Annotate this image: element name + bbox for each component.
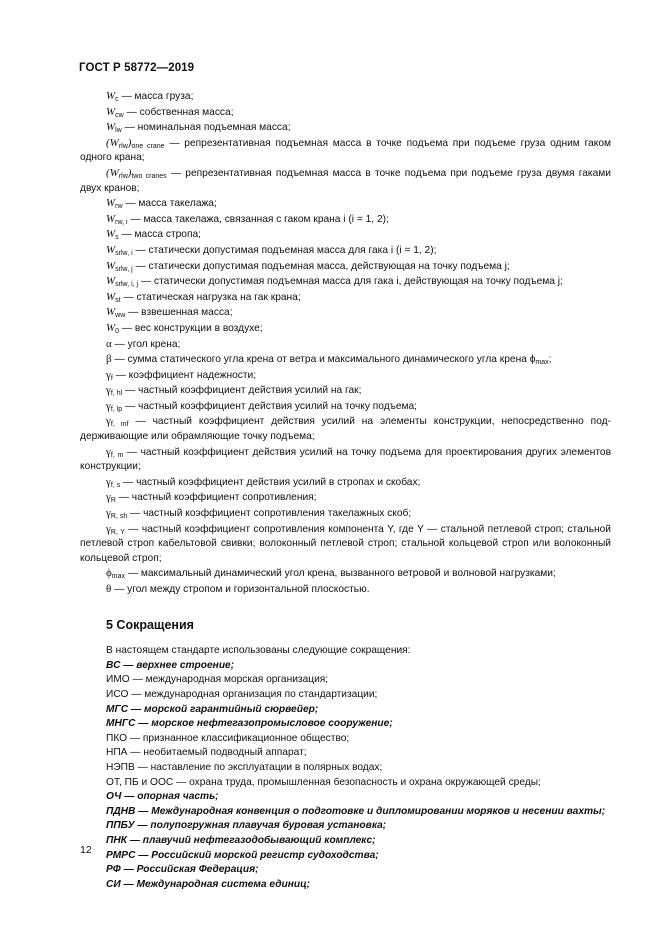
symbol-text-end: ; (548, 354, 552, 366)
symbol-text: — взвешенная масса; (125, 307, 233, 319)
page-number: 12 (80, 844, 92, 856)
text-subscript: max (535, 359, 549, 367)
abbreviation-item: ПКО — признанное классификационное общество; (106, 732, 350, 744)
symbol-text: — масса стропа; (118, 229, 201, 241)
greek-symbol: γ (106, 384, 111, 397)
symbol-text: — репрезентативная подъемная масса в точке подъема при подъеме груза одним гаком одного крана; (80, 137, 611, 164)
symbol-definition (80, 120, 611, 136)
symbol-definition (80, 368, 611, 384)
symbol-subscript: ww (115, 312, 126, 320)
symbol-definition (80, 506, 611, 522)
symbol-subscript: rw, i (115, 218, 128, 226)
abbreviation-item: ПДНВ — Международная конвенция о подготовке и дипломировании моряков и несении вахты; (106, 805, 606, 817)
symbol: (W (106, 136, 119, 149)
symbol: W (106, 197, 116, 210)
symbol-text: — частный коэффициент действия усилий на точку подъема; (122, 400, 417, 412)
symbol-text: — статическая нагрузка на гак крана; (120, 291, 301, 303)
symbol-subscript: max (111, 573, 126, 581)
symbol-subscript-2: one crane (131, 142, 165, 150)
symbol-text: — угол между стропом и горизонтальной плоскостью. (111, 584, 370, 595)
symbol-definition (80, 337, 611, 353)
symbol-subscript: f, s (110, 481, 121, 489)
symbol-text: — номинальная подъемная масса; (121, 122, 291, 134)
symbol-text: — частный коэффициент сопротивления компонента Y, где Y — стальной петлевой строп; стальной петлевой строп кабельтовой свивки; волоконный петлевой строп; стальной кольцевой строп или волоконный кольцевой строп; (80, 523, 611, 564)
symbol-text: — сумма статического угла крена от ветра и максимального динамического угла крена ϕ (111, 354, 536, 366)
symbol: W (106, 290, 116, 303)
symbol-subscript: rlw (118, 142, 128, 150)
abbreviations-list (80, 659, 611, 893)
abbreviation-item: ПНК — плавучий нефтегазодобывающий комплекс; (106, 834, 376, 846)
symbol-definition (80, 582, 611, 598)
abbreviation-item: НПА — необитаемый подводный аппарат; (106, 747, 307, 759)
greek-symbol: γ (106, 475, 111, 488)
greek-symbol: γ (106, 507, 111, 520)
symbol-text: — репрезентативная подъемная масса в точке подъема при подъеме груза двумя гаками двух кранов; (80, 167, 611, 194)
symbol-definition (80, 566, 611, 582)
abbreviation-item: ВС — верхнее строение; (106, 659, 235, 671)
symbol-text: — собственная масса; (123, 106, 234, 118)
abbreviation-item: РМРС — Российский морской регистр судоходства; (106, 849, 379, 861)
abbreviation-item: ИСО — международная организация по стандартизации; (106, 688, 378, 700)
symbol-text: — коэффициент надежности; (112, 369, 257, 381)
symbol-subscript: rw (115, 203, 123, 211)
greek-symbol: β (106, 353, 112, 366)
symbol-subscript: srlw, j (115, 265, 133, 273)
greek-symbol: γ (106, 368, 111, 381)
symbol-definition (80, 166, 611, 196)
symbol-subscript: c (115, 96, 119, 103)
section-intro: В настоящем стандарте использованы следующие сокращения: (106, 645, 411, 657)
symbol-definition (80, 89, 611, 105)
symbol-text: — угол крена; (111, 338, 181, 350)
symbol-definition (80, 522, 611, 567)
symbol-text: — статически допустимая подъемная масса для гака i (i = 1, 2); (132, 244, 437, 256)
symbol-text: — масса такелажа; (122, 198, 217, 210)
symbol: W (106, 243, 116, 256)
symbol: W (106, 275, 116, 288)
symbol-subscript: rlw (118, 172, 128, 180)
symbol-text: — частный коэффициент сопротивления; (115, 492, 317, 504)
abbreviation-item: СИ — Международная система единиц; (106, 878, 311, 890)
greek-symbol: γ (106, 399, 111, 412)
symbol-subscript: 0 (115, 327, 120, 335)
abbreviation-item: РФ — Российская Федерация; (106, 864, 259, 876)
symbol-subscript: f, mf (110, 421, 129, 429)
symbol-definition (80, 490, 611, 506)
symbol-text: — статически допустимая подъемная масса для гака i, действующая на точку подъема j; (138, 276, 563, 288)
symbol-definition (80, 445, 611, 475)
symbol-text: — масса такелажа, связанная с гаком крана i (i = 1, 2); (127, 213, 389, 225)
abbreviation-item: МГС — морской гарантийный сюрвейер; (106, 703, 319, 715)
symbol-subscript: f (110, 374, 113, 382)
abbreviation-item: ОЧ — опорная часть; (106, 791, 219, 803)
symbol-definition (80, 105, 611, 121)
symbol-text: — частный коэффициент действия усилий на точку подъема для проектирования других элементов конструкции; (80, 446, 611, 473)
symbol: W (106, 228, 116, 241)
symbol-definition (80, 475, 611, 491)
symbol-subscript: f, hl (110, 390, 123, 398)
abbreviation-item: ОТ, ПБ и ООС — охрана труда, промышленная безопасность и охрана окружающей среды; (106, 776, 541, 788)
symbol: (W (106, 166, 119, 179)
abbreviation-item: ИМО — международная морская организация; (106, 674, 329, 686)
greek-symbol: γ (106, 415, 111, 428)
symbol-text: — масса груза; (118, 91, 194, 102)
symbol-subscript: cw (115, 111, 124, 119)
symbol-subscript: f, lp (110, 405, 123, 413)
symbol-subscript-2: two cranes (131, 172, 167, 180)
symbol-definition (80, 321, 611, 337)
symbol-text: — максимальный динамический угол крена, вызванного ветровой и волновой нагрузками; (125, 568, 556, 580)
symbol: W (106, 105, 116, 118)
abbreviation-item: НЭПВ — наставление по эксплуатации в полярных водах; (106, 761, 383, 773)
section-title: 5 Сокращения (106, 617, 194, 632)
symbol-definition (80, 196, 611, 212)
symbol-subscript: lw (115, 127, 122, 135)
symbol-text: — статически допустимая подъемная масса, действующая на точку подъема j; (132, 260, 510, 272)
symbol-definition (80, 399, 611, 415)
symbol-definition (80, 305, 611, 321)
symbols-list (80, 89, 611, 598)
symbol-subscript: f, m (110, 451, 124, 459)
document-header: ГОСТ Р 58772—2019 (79, 62, 195, 74)
abbreviation-item: МНГС — морское нефтегазопромысловое сооружение; (106, 718, 393, 730)
greek-symbol: ϕ (106, 567, 112, 580)
symbol-definition (80, 274, 611, 290)
symbol-subscript: R (110, 497, 116, 505)
greek-symbol: α (106, 337, 112, 350)
symbol: W (106, 259, 116, 272)
symbol-text: — частный коэффициент действия усилий в стропах и скобах; (120, 476, 421, 488)
symbol-definition (80, 136, 611, 166)
symbol: W (106, 212, 116, 225)
symbol-definition (80, 383, 611, 399)
greek-symbol: γ (106, 445, 111, 458)
symbol-definition (80, 212, 611, 228)
greek-symbol: γ (106, 491, 111, 504)
symbol: W (106, 90, 116, 102)
greek-symbol: θ (106, 583, 112, 595)
symbol: W (106, 306, 116, 319)
symbol-subscript: st (115, 296, 121, 304)
symbol-bracket: ) (127, 136, 132, 149)
symbol-definition (80, 414, 611, 444)
symbol-text: — частный коэффициент действия усилий на элементы конструкции, непосредственно поддерживающие или обрамляющие точку подъема; (80, 416, 611, 443)
symbol-definition (80, 227, 611, 243)
symbol-definition (80, 259, 611, 275)
symbol-subscript: R, Y (110, 528, 125, 536)
symbol-text: — вес конструкции в воздухе; (119, 322, 263, 334)
symbol: W (106, 321, 116, 334)
page-content (80, 89, 611, 892)
symbol-subscript: s (115, 234, 119, 242)
symbol-definition (80, 352, 611, 368)
symbol-text: — частный коэффициент действия усилий на гак; (122, 385, 362, 397)
symbol-subscript: R, sh (110, 513, 128, 521)
symbol-subscript: srlw, i, j (115, 281, 139, 289)
symbol: W (106, 121, 116, 134)
greek-symbol: γ (106, 522, 111, 535)
symbol-text: — частный коэффициент сопротивления такелажных скоб; (127, 508, 412, 520)
abbreviation-item: ППБУ — полупогружная плавучая буровая установка; (106, 820, 387, 832)
symbol-subscript: srlw, i (115, 249, 133, 257)
symbol-bracket: ) (127, 166, 132, 179)
symbol-definition (80, 243, 611, 259)
symbol-definition (80, 290, 611, 306)
